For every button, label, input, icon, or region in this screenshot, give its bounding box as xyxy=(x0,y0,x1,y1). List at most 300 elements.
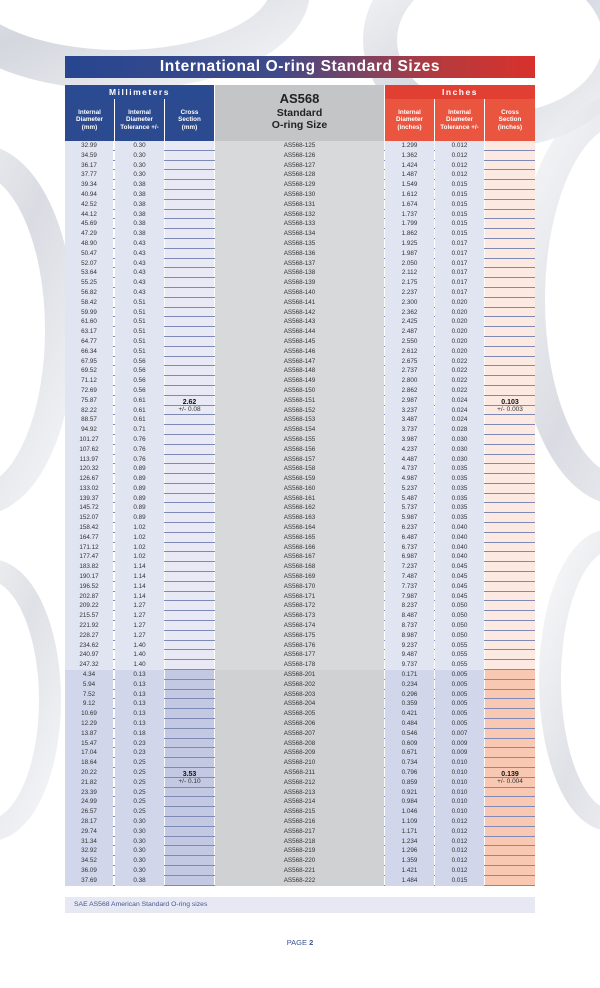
as568-size-cell: AS568-207 xyxy=(215,729,384,739)
table-row xyxy=(65,523,535,533)
table-row xyxy=(65,484,535,494)
as568-size-cell: AS568-133 xyxy=(215,219,384,229)
in-internal-diameter-cell: 5.987 xyxy=(385,513,434,523)
in-internal-diameter-cell: 2.050 xyxy=(385,259,434,269)
mm-tolerance-cell: 0.43 xyxy=(115,268,164,278)
mm-tolerance-cell: 0.23 xyxy=(115,739,164,749)
as568-size-cell: AS568-136 xyxy=(215,249,384,259)
mm-internal-diameter-cell: 94.92 xyxy=(65,425,113,435)
mm-cross-section-value-1 xyxy=(165,141,214,670)
mm-tolerance-cell: 0.89 xyxy=(115,464,164,474)
mm-internal-diameter-cell: 42.52 xyxy=(65,200,113,210)
mm-tolerance-cell: 1.14 xyxy=(115,592,164,602)
mm-tolerance-cell: 0.51 xyxy=(115,327,164,337)
in-internal-diameter-cell: 3.737 xyxy=(385,425,434,435)
table-body xyxy=(65,141,535,886)
in-tolerance-cell: 0.055 xyxy=(435,660,484,670)
in-tolerance-cell: 0.012 xyxy=(435,837,484,847)
cs-in-value: 0.139 xyxy=(501,770,519,778)
in-tolerance-cell: 0.005 xyxy=(435,709,484,719)
table-row xyxy=(65,817,535,827)
in-tolerance-cell: 0.035 xyxy=(435,474,484,484)
as568-size-cell: AS568-148 xyxy=(215,366,384,376)
mm-tolerance-cell: 1.02 xyxy=(115,543,164,553)
table-row xyxy=(65,151,535,161)
as568-size-cell: AS568-150 xyxy=(215,386,384,396)
table-row xyxy=(65,141,535,151)
in-tolerance-header: Internal Diameter Tolerance +/- xyxy=(435,99,484,141)
mm-internal-diameter-cell: 221.92 xyxy=(65,621,113,631)
in-tolerance-cell: 0.055 xyxy=(435,641,484,651)
mm-internal-diameter-cell: 29.74 xyxy=(65,827,113,837)
in-internal-diameter-cell: 2.237 xyxy=(385,288,434,298)
mm-internal-diameter-cell: 240.97 xyxy=(65,650,113,660)
table-row xyxy=(65,298,535,308)
mm-internal-diameter-cell: 34.59 xyxy=(65,151,113,161)
mm-internal-diameter-cell: 190.17 xyxy=(65,572,113,582)
mm-tolerance-cell: 0.38 xyxy=(115,219,164,229)
mm-tolerance-cell: 1.27 xyxy=(115,621,164,631)
mm-tolerance-cell: 0.38 xyxy=(115,190,164,200)
mm-tolerance-cell: 0.30 xyxy=(115,827,164,837)
mm-tolerance-cell: 0.13 xyxy=(115,670,164,680)
as568-size-cell: AS568-165 xyxy=(215,533,384,543)
mm-tolerance-cell: 1.27 xyxy=(115,631,164,641)
table-row xyxy=(65,503,535,513)
table-row xyxy=(65,611,535,621)
table-row xyxy=(65,562,535,572)
mm-internal-diameter-cell: 56.82 xyxy=(65,288,113,298)
mm-internal-diameter-cell: 88.57 xyxy=(65,415,113,425)
mm-tolerance-cell: 1.02 xyxy=(115,533,164,543)
as568-size-cell: AS568-142 xyxy=(215,308,384,318)
in-internal-diameter-cell: 1.359 xyxy=(385,856,434,866)
mm-tolerance-cell: 0.43 xyxy=(115,259,164,269)
in-cross-section-header: Cross Section (inches) xyxy=(485,99,535,141)
mm-tolerance-cell: 0.38 xyxy=(115,876,164,886)
as568-size-cell: AS568-162 xyxy=(215,503,384,513)
mm-cross-section-header: Cross Section (mm) xyxy=(165,99,214,141)
standard-size-header xyxy=(215,85,384,141)
as568-size-cell: AS568-149 xyxy=(215,376,384,386)
in-tolerance-cell: 0.045 xyxy=(435,562,484,572)
mm-internal-diameter-cell: 58.42 xyxy=(65,298,113,308)
in-internal-diameter-cell: 8.987 xyxy=(385,631,434,641)
mm-internal-diameter-cell: 69.52 xyxy=(65,366,113,376)
in-internal-diameter-cell: 1.674 xyxy=(385,200,434,210)
mm-internal-diameter-cell: 31.34 xyxy=(65,837,113,847)
cs-mm-tolerance: +/- 0.08 xyxy=(178,405,201,413)
in-internal-diameter-cell: 1.234 xyxy=(385,837,434,847)
mm-internal-diameter-cell: 101.27 xyxy=(65,435,113,445)
in-internal-diameter-cell: 7.237 xyxy=(385,562,434,572)
mm-internal-diameter-cell: 133.02 xyxy=(65,484,113,494)
in-internal-diameter-cell: 1.484 xyxy=(385,876,434,886)
table-row xyxy=(65,729,535,739)
as568-size-cell: AS568-130 xyxy=(215,190,384,200)
table-row xyxy=(65,317,535,327)
mm-tolerance-cell: 0.38 xyxy=(115,200,164,210)
mm-internal-diameter-cell: 44.12 xyxy=(65,210,113,220)
in-tolerance-cell: 0.017 xyxy=(435,268,484,278)
as568-size-cell: AS568-152 xyxy=(215,406,384,416)
in-internal-diameter-cell: 2.675 xyxy=(385,357,434,367)
table-row xyxy=(65,807,535,817)
in-internal-diameter-cell: 5.737 xyxy=(385,503,434,513)
in-internal-diameter-cell: 3.487 xyxy=(385,415,434,425)
mm-tolerance-cell: 1.14 xyxy=(115,582,164,592)
as568-size-cell: AS568-221 xyxy=(215,866,384,876)
mm-tolerance-cell: 0.61 xyxy=(115,406,164,416)
in-tolerance-cell: 0.020 xyxy=(435,337,484,347)
as568-size-cell: AS568-210 xyxy=(215,758,384,768)
in-tolerance-cell: 0.040 xyxy=(435,523,484,533)
table-row xyxy=(65,797,535,807)
mm-internal-diameter-cell: 45.69 xyxy=(65,219,113,229)
in-internal-diameter-cell: 5.237 xyxy=(385,484,434,494)
in-tolerance-cell: 0.012 xyxy=(435,827,484,837)
as568-size-cell: AS568-138 xyxy=(215,268,384,278)
mm-internal-diameter-cell: 152.07 xyxy=(65,513,113,523)
mm-tolerance-cell: 1.27 xyxy=(115,601,164,611)
mm-tolerance-cell: 0.25 xyxy=(115,807,164,817)
in-internal-diameter-cell: 1.421 xyxy=(385,866,434,876)
in-tolerance-cell: 0.017 xyxy=(435,239,484,249)
table-row xyxy=(65,249,535,259)
in-internal-diameter-cell: 1.296 xyxy=(385,846,434,856)
in-internal-diameter-cell: 0.546 xyxy=(385,729,434,739)
as568-size-cell: AS568-164 xyxy=(215,523,384,533)
in-internal-diameter-cell: 2.862 xyxy=(385,386,434,396)
mm-internal-diameter-cell: 9.12 xyxy=(65,699,113,709)
table-row xyxy=(65,445,535,455)
in-internal-diameter-cell: 1.171 xyxy=(385,827,434,837)
mm-internal-diameter-cell: 20.22 xyxy=(65,768,113,778)
mm-internal-diameter-cell: 21.82 xyxy=(65,778,113,788)
in-tolerance-cell: 0.050 xyxy=(435,611,484,621)
table-row xyxy=(65,239,535,249)
in-tolerance-cell: 0.012 xyxy=(435,846,484,856)
as568-size-cell: AS568-168 xyxy=(215,562,384,572)
as568-size-cell: AS568-205 xyxy=(215,709,384,719)
table-row xyxy=(65,631,535,641)
in-internal-diameter-cell: 3.987 xyxy=(385,435,434,445)
as568-size-cell: AS568-206 xyxy=(215,719,384,729)
in-internal-diameter-cell: 1.737 xyxy=(385,210,434,220)
table-row xyxy=(65,543,535,553)
in-tolerance-cell: 0.005 xyxy=(435,680,484,690)
mm-tolerance-cell: 0.25 xyxy=(115,778,164,788)
in-tolerance-cell: 0.017 xyxy=(435,249,484,259)
cs-mm-value: 2.62 xyxy=(182,398,197,406)
table-row xyxy=(65,161,535,171)
mm-tolerance-cell: 0.61 xyxy=(115,415,164,425)
as568-size-cell: AS568-166 xyxy=(215,543,384,553)
mm-internal-diameter-cell: 26.57 xyxy=(65,807,113,817)
as568-size-cell: AS568-143 xyxy=(215,317,384,327)
mm-tolerance-cell: 1.02 xyxy=(115,523,164,533)
as568-size-cell: AS568-141 xyxy=(215,298,384,308)
in-tolerance-cell: 0.020 xyxy=(435,347,484,357)
in-internal-diameter-cell: 4.987 xyxy=(385,474,434,484)
in-tolerance-cell: 0.015 xyxy=(435,229,484,239)
in-internal-diameter-cell: 2.425 xyxy=(385,317,434,327)
in-tolerance-cell: 0.010 xyxy=(435,807,484,817)
mm-tolerance-cell: 0.30 xyxy=(115,866,164,876)
mm-tolerance-cell: 0.89 xyxy=(115,503,164,513)
in-tolerance-cell: 0.015 xyxy=(435,219,484,229)
in-internal-diameter-header: Internal Diameter (inches) xyxy=(385,99,434,141)
mm-tolerance-cell: 0.25 xyxy=(115,797,164,807)
cs-in-value: 0.103 xyxy=(501,398,519,406)
mm-tolerance-cell: 0.51 xyxy=(115,298,164,308)
mm-tolerance-cell: 0.89 xyxy=(115,484,164,494)
mm-tolerance-cell: 0.25 xyxy=(115,768,164,778)
in-internal-diameter-cell: 1.487 xyxy=(385,170,434,180)
table-row xyxy=(65,327,535,337)
inches-header: Inches xyxy=(385,85,535,99)
in-internal-diameter-cell: 1.109 xyxy=(385,817,434,827)
as568-size-cell: AS568-222 xyxy=(215,876,384,886)
mm-internal-diameter-cell: 32.99 xyxy=(65,141,113,151)
as568-size-cell: AS568-144 xyxy=(215,327,384,337)
as568-size-cell: AS568-127 xyxy=(215,161,384,171)
footnote: SAE AS568 American Standard O-ring sizes xyxy=(65,897,535,913)
as568-size-cell: AS568-171 xyxy=(215,592,384,602)
table-row xyxy=(65,513,535,523)
as568-size-cell: AS568-178 xyxy=(215,660,384,670)
as568-size-cell: AS568-169 xyxy=(215,572,384,582)
as568-size-cell: AS568-140 xyxy=(215,288,384,298)
in-tolerance-cell: 0.020 xyxy=(435,298,484,308)
in-internal-diameter-cell: 0.171 xyxy=(385,670,434,680)
in-tolerance-cell: 0.030 xyxy=(435,445,484,455)
as568-size-cell: AS568-157 xyxy=(215,455,384,465)
as568-size-cell: AS568-174 xyxy=(215,621,384,631)
as568-size-cell: AS568-211 xyxy=(215,768,384,778)
mm-internal-diameter-cell: 171.12 xyxy=(65,543,113,553)
mm-tolerance-cell: 0.89 xyxy=(115,494,164,504)
in-tolerance-cell: 0.009 xyxy=(435,748,484,758)
in-internal-diameter-cell: 2.737 xyxy=(385,366,434,376)
table-row xyxy=(65,533,535,543)
in-internal-diameter-cell: 0.484 xyxy=(385,719,434,729)
in-tolerance-cell: 0.012 xyxy=(435,141,484,151)
mm-internal-diameter-cell: 66.34 xyxy=(65,347,113,357)
in-tolerance-cell: 0.005 xyxy=(435,690,484,700)
as568-size-cell: AS568-170 xyxy=(215,582,384,592)
in-tolerance-cell: 0.022 xyxy=(435,376,484,386)
mm-internal-diameter-cell: 13.87 xyxy=(65,729,113,739)
mm-tolerance-cell: 0.30 xyxy=(115,817,164,827)
mm-internal-diameter-cell: 15.47 xyxy=(65,739,113,749)
mm-internal-diameter-cell: 67.95 xyxy=(65,357,113,367)
mm-tolerance-cell: 0.51 xyxy=(115,347,164,357)
in-internal-diameter-cell: 1.549 xyxy=(385,180,434,190)
table-row xyxy=(65,474,535,484)
mm-internal-diameter-cell: 61.60 xyxy=(65,317,113,327)
in-tolerance-cell: 0.024 xyxy=(435,415,484,425)
mm-internal-diameter-cell: 120.32 xyxy=(65,464,113,474)
mm-tolerance-cell: 0.30 xyxy=(115,170,164,180)
mm-internal-diameter-cell: 32.92 xyxy=(65,846,113,856)
table-row xyxy=(65,719,535,729)
as568-size-cell: AS568-158 xyxy=(215,464,384,474)
table-row xyxy=(65,690,535,700)
in-tolerance-cell: 0.035 xyxy=(435,464,484,474)
mm-internal-diameter-cell: 39.34 xyxy=(65,180,113,190)
cs-mm-value: 3.53 xyxy=(182,770,197,778)
as568-size-cell: AS568-145 xyxy=(215,337,384,347)
table-row xyxy=(65,582,535,592)
in-internal-diameter-cell: 1.862 xyxy=(385,229,434,239)
as568-size-cell: AS568-134 xyxy=(215,229,384,239)
as568-size-cell: AS568-201 xyxy=(215,670,384,680)
cs-in-tolerance: +/- 0.004 xyxy=(497,777,523,785)
mm-internal-diameter-cell: 107.62 xyxy=(65,445,113,455)
as568-size-cell: AS568-155 xyxy=(215,435,384,445)
in-tolerance-cell: 0.012 xyxy=(435,856,484,866)
mm-internal-diameter-cell: 18.64 xyxy=(65,758,113,768)
in-internal-diameter-cell: 2.112 xyxy=(385,268,434,278)
mm-tolerance-cell: 1.14 xyxy=(115,572,164,582)
table-row xyxy=(65,180,535,190)
as568-size-cell: AS568-177 xyxy=(215,650,384,660)
as568-size-cell: AS568-160 xyxy=(215,484,384,494)
in-tolerance-cell: 0.017 xyxy=(435,288,484,298)
in-tolerance-cell: 0.035 xyxy=(435,503,484,513)
in-internal-diameter-cell: 4.487 xyxy=(385,455,434,465)
mm-internal-diameter-cell: 82.22 xyxy=(65,406,113,416)
table-row xyxy=(65,768,535,778)
as568-size-cell: AS568-219 xyxy=(215,846,384,856)
mm-tolerance-cell: 0.89 xyxy=(115,474,164,484)
table-row xyxy=(65,455,535,465)
table-row xyxy=(65,386,535,396)
as568-size-cell: AS568-167 xyxy=(215,552,384,562)
as568-size-cell: AS568-128 xyxy=(215,170,384,180)
page-label: PAGE xyxy=(286,938,308,947)
mm-internal-diameter-cell: 34.52 xyxy=(65,856,113,866)
table-row xyxy=(65,268,535,278)
in-internal-diameter-cell: 0.859 xyxy=(385,778,434,788)
table-row xyxy=(65,425,535,435)
mm-tolerance-cell: 0.38 xyxy=(115,210,164,220)
in-tolerance-cell: 0.005 xyxy=(435,719,484,729)
mm-internal-diameter-cell: 36.17 xyxy=(65,161,113,171)
table-row xyxy=(65,572,535,582)
mm-tolerance-cell: 0.51 xyxy=(115,337,164,347)
mm-tolerance-cell: 0.43 xyxy=(115,278,164,288)
as568-size-cell: AS568-204 xyxy=(215,699,384,709)
in-internal-diameter-cell: 1.046 xyxy=(385,807,434,817)
in-tolerance-cell: 0.005 xyxy=(435,699,484,709)
as568-size-cell: AS568-203 xyxy=(215,690,384,700)
as568-size-cell: AS568-208 xyxy=(215,739,384,749)
as568-size-cell: AS568-218 xyxy=(215,837,384,847)
in-tolerance-cell: 0.005 xyxy=(435,670,484,680)
mm-tolerance-cell: 0.38 xyxy=(115,180,164,190)
in-internal-diameter-cell: 4.737 xyxy=(385,464,434,474)
table-row xyxy=(65,259,535,269)
in-tolerance-cell: 0.017 xyxy=(435,259,484,269)
as568-size-cell: AS568-213 xyxy=(215,788,384,798)
in-internal-diameter-cell: 1.612 xyxy=(385,190,434,200)
mm-internal-diameter-cell: 164.77 xyxy=(65,533,113,543)
as568-size-cell: AS568-137 xyxy=(215,259,384,269)
mm-internal-diameter-cell: 40.94 xyxy=(65,190,113,200)
table-row xyxy=(65,435,535,445)
mm-tolerance-cell: 0.56 xyxy=(115,386,164,396)
mm-tolerance-cell: 0.76 xyxy=(115,445,164,455)
in-internal-diameter-cell: 0.984 xyxy=(385,797,434,807)
mm-tolerance-cell: 0.13 xyxy=(115,680,164,690)
table-row xyxy=(65,288,535,298)
mm-internal-diameter-cell: 50.47 xyxy=(65,249,113,259)
mm-internal-diameter-cell: 202.87 xyxy=(65,592,113,602)
table-row xyxy=(65,396,535,406)
table-row xyxy=(65,876,535,886)
in-tolerance-cell: 0.050 xyxy=(435,601,484,611)
in-tolerance-cell: 0.045 xyxy=(435,572,484,582)
mm-tolerance-cell: 0.76 xyxy=(115,435,164,445)
mm-tolerance-cell: 0.43 xyxy=(115,249,164,259)
in-tolerance-cell: 0.050 xyxy=(435,631,484,641)
mm-internal-diameter-cell: 23.39 xyxy=(65,788,113,798)
table-row xyxy=(65,552,535,562)
in-internal-diameter-cell: 9.737 xyxy=(385,660,434,670)
in-tolerance-cell: 0.030 xyxy=(435,435,484,445)
mm-internal-diameter-cell: 215.57 xyxy=(65,611,113,621)
millimeters-header: Millimeters xyxy=(65,85,214,99)
in-internal-diameter-cell: 0.234 xyxy=(385,680,434,690)
as568-size-cell: AS568-217 xyxy=(215,827,384,837)
as568-size-cell: AS568-125 xyxy=(215,141,384,151)
in-tolerance-cell: 0.010 xyxy=(435,778,484,788)
mm-internal-diameter-cell: 47.29 xyxy=(65,229,113,239)
table-row xyxy=(65,788,535,798)
mm-internal-diameter-cell: 24.99 xyxy=(65,797,113,807)
table-row xyxy=(65,170,535,180)
as568-size-cell: AS568-156 xyxy=(215,445,384,455)
as568-size-cell: AS568-146 xyxy=(215,347,384,357)
mm-internal-diameter-cell: 53.64 xyxy=(65,268,113,278)
in-tolerance-cell: 0.045 xyxy=(435,582,484,592)
mm-internal-diameter-cell: 37.69 xyxy=(65,876,113,886)
mm-tolerance-cell: 0.89 xyxy=(115,513,164,523)
in-tolerance-cell: 0.022 xyxy=(435,366,484,376)
in-internal-diameter-cell: 4.237 xyxy=(385,445,434,455)
mm-internal-diameter-cell: 177.47 xyxy=(65,552,113,562)
as568-size-cell: AS568-176 xyxy=(215,641,384,651)
table-row xyxy=(65,229,535,239)
page-number xyxy=(0,938,600,947)
mm-tolerance-cell: 1.40 xyxy=(115,650,164,660)
in-tolerance-cell: 0.009 xyxy=(435,739,484,749)
table-row xyxy=(65,376,535,386)
table-row xyxy=(65,856,535,866)
in-tolerance-cell: 0.022 xyxy=(435,357,484,367)
mm-cross-section-value-2 xyxy=(165,670,214,886)
in-tolerance-cell: 0.017 xyxy=(435,278,484,288)
as568-size-cell: AS568-163 xyxy=(215,513,384,523)
in-tolerance-cell: 0.007 xyxy=(435,729,484,739)
table-row xyxy=(65,660,535,670)
in-internal-diameter-cell: 7.737 xyxy=(385,582,434,592)
mm-tolerance-cell: 1.02 xyxy=(115,552,164,562)
mm-internal-diameter-cell: 4.34 xyxy=(65,670,113,680)
in-internal-diameter-cell: 2.612 xyxy=(385,347,434,357)
